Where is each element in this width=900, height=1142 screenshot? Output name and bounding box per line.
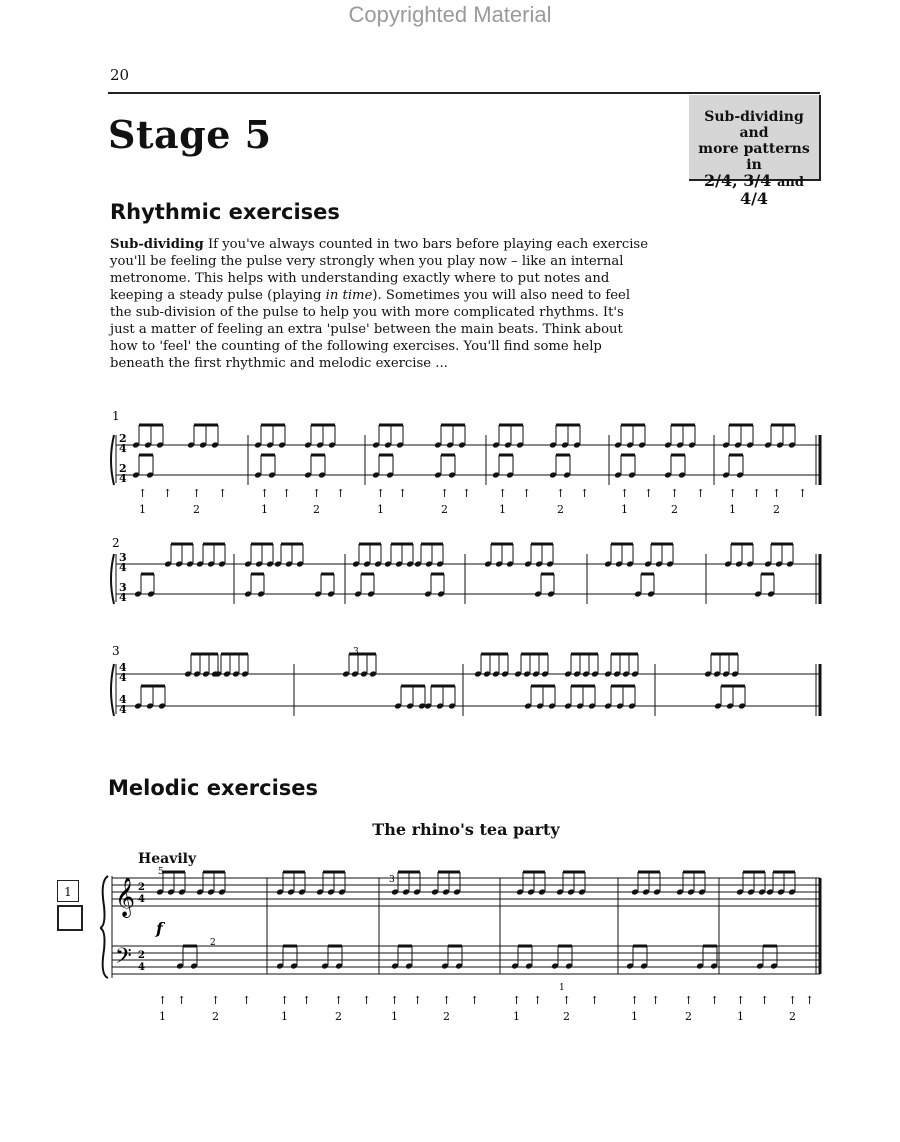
stage-topic-line2: more patterns in [698, 141, 810, 173]
bass-clef-icon: 𝄢 [115, 944, 132, 974]
rhythm-exercise-2 [108, 532, 828, 617]
rhythmic-exercises-heading: Rhythmic exercises [110, 200, 340, 224]
beat-arrow: ↑ [280, 994, 290, 1007]
beat-arrow: ↑ [177, 994, 187, 1007]
beat-count: 1 [281, 1010, 288, 1023]
fingering: 2 [210, 938, 216, 948]
beat-arrow: ↑ [163, 487, 173, 500]
beat-arrow: ↑ [590, 994, 600, 1007]
beat-count: 2 [773, 503, 780, 516]
rhythm-notes [134, 654, 746, 709]
beat-arrow: ↑ [302, 994, 312, 1007]
beat-count: 1 [499, 503, 506, 516]
beat-arrow: ↑ [710, 994, 720, 1007]
beat-count: 2 [563, 1010, 570, 1023]
svg-text:2: 2 [119, 462, 127, 475]
tempo-marking: Heavily [138, 851, 197, 867]
beat-arrow: ↑ [788, 994, 798, 1007]
beat-arrow: ↑ [562, 994, 572, 1007]
dynamic-marking: f [156, 919, 163, 938]
svg-text:3: 3 [119, 551, 127, 564]
beat-count: 1 [621, 503, 628, 516]
svg-text:2: 2 [138, 950, 145, 961]
fingering: 3 [389, 875, 395, 885]
beat-arrow: ↑ [376, 487, 386, 500]
beat-arrow: ↑ [334, 994, 344, 1007]
beat-count: 1 [631, 1010, 638, 1023]
beat-arrow: ↑ [512, 994, 522, 1007]
beat-arrow: ↑ [211, 994, 221, 1007]
melodic-exercises-heading: Melodic exercises [108, 776, 319, 800]
beat-arrow: ↑ [440, 487, 450, 500]
beat-arrow: ↑ [413, 994, 423, 1007]
melodic-grand-staff [100, 866, 828, 1026]
beat-count: 1 [729, 503, 736, 516]
stage-title: Stage 5 [108, 112, 272, 157]
beat-arrow: ↑ [620, 487, 630, 500]
beat-arrow: ↑ [192, 487, 202, 500]
rhythm-exercise-1 [108, 405, 828, 520]
page-number: 20 [110, 66, 130, 84]
header-rule [108, 92, 820, 94]
beat-arrow: ↑ [390, 994, 400, 1007]
beat-count: 2 [313, 503, 320, 516]
beat-count: 2 [789, 1010, 796, 1023]
exercise-number: 2 [112, 536, 120, 550]
beat-count: 2 [557, 503, 564, 516]
piece-title: The rhino's tea party [372, 820, 560, 839]
stage-topic-box [689, 95, 821, 208]
svg-text:4: 4 [119, 671, 127, 684]
svg-text:4: 4 [119, 591, 127, 604]
beat-count: 1 [377, 503, 384, 516]
svg-text:2: 2 [138, 882, 145, 893]
beat-arrow: ↑ [498, 487, 508, 500]
beat-arrow: ↑ [470, 994, 480, 1007]
melody-notes [156, 872, 796, 969]
beat-count: 1 [139, 503, 146, 516]
beat-count: 1 [737, 1010, 744, 1023]
beat-arrow: ↑ [684, 994, 694, 1007]
beat-count: 2 [441, 503, 448, 516]
rhythm-exercise-3 [108, 640, 828, 725]
beat-count: 2 [335, 1010, 342, 1023]
svg-text:4: 4 [119, 472, 127, 485]
beat-arrow: ↑ [138, 487, 148, 500]
copyright-watermark: Copyrighted Material [348, 2, 552, 27]
fingering: 1 [559, 983, 565, 993]
beat-count: 2 [193, 503, 200, 516]
beat-arrow: ↑ [805, 994, 815, 1007]
exercise-checkbox[interactable] [57, 905, 83, 931]
fingering: 5 [158, 867, 164, 877]
stage-topic-line1: Sub-dividing and [704, 109, 804, 141]
beat-arrow: ↑ [462, 487, 472, 500]
intro-paragraph: Sub-dividing If you've always counted in two bars before playing each exercise you'll be feeling the pulse very strongly when you play now – like an internal metronome. This helps with understanding exactly where to put notes and keeping a steady pulse (playing in time). Sometimes you will also need to feel the sub-division of the pulse to help you with more complicated rhythms. It's just a matter of feeling an extra 'pulse' between the main beats. Think about how to 'feel' the counting of the following exercises. You'll find some help beneath the first rhythmic and melodic exercise ... [110, 237, 649, 371]
exercise-number: 3 [112, 644, 120, 658]
beat-arrow: ↑ [644, 487, 654, 500]
svg-text:3: 3 [119, 581, 127, 594]
count-marks [158, 994, 814, 1023]
beat-arrow: ↑ [696, 487, 706, 500]
svg-text:4: 4 [119, 561, 127, 574]
time-sig-4-4: 4/4 [739, 189, 769, 208]
stage-topic-time-signatures: 2/4, 3/4 and 4/4 [704, 171, 804, 208]
beat-arrow: ↑ [218, 487, 228, 500]
beat-arrow: ↑ [312, 487, 322, 500]
beat-arrow: ↑ [260, 487, 270, 500]
rhythm-notes [134, 544, 794, 597]
beat-arrow: ↑ [336, 487, 346, 500]
beat-count: 1 [261, 503, 268, 516]
beat-arrow: ↑ [752, 487, 762, 500]
beat-arrow: ↑ [580, 487, 590, 500]
beat-arrow: ↑ [282, 487, 292, 500]
tuplet-number: 3 [353, 647, 359, 657]
beat-arrow: ↑ [760, 994, 770, 1007]
beat-count: 2 [685, 1010, 692, 1023]
beat-arrow: ↑ [533, 994, 543, 1007]
beat-count: 2 [671, 503, 678, 516]
beat-arrow: ↑ [398, 487, 408, 500]
beat-count: 1 [513, 1010, 520, 1023]
beat-arrow: ↑ [651, 994, 661, 1007]
beat-arrow: ↑ [242, 994, 252, 1007]
beat-arrow: ↑ [736, 994, 746, 1007]
count-marks [138, 487, 807, 516]
svg-text:4: 4 [119, 661, 127, 674]
beat-arrow: ↑ [362, 994, 372, 1007]
treble-staff-lines [112, 878, 820, 906]
treble-clef-icon: 𝄞 [115, 877, 136, 917]
beat-arrow: ↑ [158, 994, 168, 1007]
svg-text:4: 4 [138, 962, 145, 973]
beat-arrow: ↑ [798, 487, 808, 500]
svg-text:4: 4 [119, 442, 127, 455]
svg-text:4: 4 [119, 703, 127, 716]
melodic-exercise-number: 1 [57, 880, 79, 902]
beat-count: 2 [212, 1010, 219, 1023]
time-sig-2-4: 2/4 [704, 171, 733, 190]
svg-text:2: 2 [119, 432, 127, 445]
beat-arrow: ↑ [442, 994, 452, 1007]
beat-arrow: ↑ [630, 994, 640, 1007]
bass-staff-lines [112, 946, 820, 974]
beat-arrow: ↑ [772, 487, 782, 500]
beat-arrow: ↑ [670, 487, 680, 500]
beat-count: 1 [391, 1010, 398, 1023]
beat-arrow: ↑ [522, 487, 532, 500]
beat-arrow: ↑ [728, 487, 738, 500]
beat-count: 1 [159, 1010, 166, 1023]
svg-text:4: 4 [138, 894, 145, 905]
exercise-number: 1 [112, 409, 120, 423]
beat-count: 2 [443, 1010, 450, 1023]
svg-text:4: 4 [119, 693, 127, 706]
rhythm-notes [132, 425, 796, 478]
time-sig-3-4: 3/4 [743, 171, 772, 190]
intro-bold-term: Sub-dividing [110, 237, 204, 252]
beat-arrow: ↑ [556, 487, 566, 500]
